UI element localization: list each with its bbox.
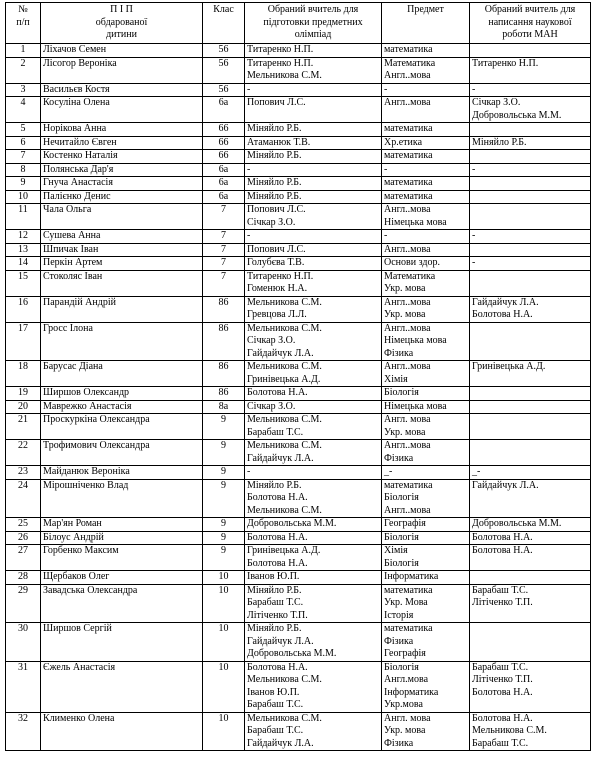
subject-cell: Інформатика bbox=[382, 571, 470, 585]
class-cell: 6а bbox=[203, 177, 245, 191]
man-teacher bbox=[470, 150, 591, 164]
student-name: Щербаков Олег bbox=[41, 571, 203, 585]
class-cell: 9 bbox=[203, 440, 245, 466]
class-cell: 9 bbox=[203, 518, 245, 532]
table-row bbox=[6, 661, 591, 712]
man-teacher: Барабаш Т.С. Літіченко Т.П. bbox=[470, 584, 591, 623]
class-cell: 66 bbox=[203, 136, 245, 150]
olympiad-teacher: Болотова Н.А. Мельникова С.М. Іванов Ю.П. Барабаш Т.С. bbox=[245, 661, 382, 712]
table-row bbox=[6, 177, 591, 191]
row-number: 8 bbox=[6, 163, 41, 177]
table-row bbox=[6, 414, 591, 440]
subject-cell: математика bbox=[382, 190, 470, 204]
man-teacher: - bbox=[470, 163, 591, 177]
row-number: 14 bbox=[6, 257, 41, 271]
row-number: 2 bbox=[6, 57, 41, 83]
class-cell: 9 bbox=[203, 479, 245, 518]
student-name: Парандій Андрій bbox=[41, 296, 203, 322]
olympiad-teacher: - bbox=[245, 83, 382, 97]
subject-cell: математика bbox=[382, 177, 470, 191]
class-cell: 9 bbox=[203, 466, 245, 480]
row-number: 10 bbox=[6, 190, 41, 204]
table-row bbox=[6, 123, 591, 137]
olympiad-teacher: Мельникова С.М. Гревцова Л.Л. bbox=[245, 296, 382, 322]
subject-cell: Математика Укр. мова bbox=[382, 270, 470, 296]
student-name: Сушева Анна bbox=[41, 230, 203, 244]
man-teacher: _- bbox=[470, 466, 591, 480]
subject-cell: математика Біологія Англ..мова bbox=[382, 479, 470, 518]
table-row bbox=[6, 518, 591, 532]
man-teacher bbox=[470, 414, 591, 440]
olympiad-teacher: Міняйло Р.Б. Болотова Н.А. Мельникова С.М. bbox=[245, 479, 382, 518]
table-row bbox=[6, 270, 591, 296]
table-row bbox=[6, 83, 591, 97]
document-page bbox=[5, 2, 590, 751]
man-teacher bbox=[470, 204, 591, 230]
student-name: Косуліна Олена bbox=[41, 97, 203, 123]
man-teacher: - bbox=[470, 83, 591, 97]
table-row bbox=[6, 584, 591, 623]
table-row bbox=[6, 361, 591, 387]
subject-cell: математика bbox=[382, 123, 470, 137]
subject-cell: Хімія Біологія bbox=[382, 545, 470, 571]
table-header-row bbox=[6, 3, 591, 44]
table-row bbox=[6, 466, 591, 480]
subject-cell: Основи здор. bbox=[382, 257, 470, 271]
subject-cell: математика Укр. Мова Історія bbox=[382, 584, 470, 623]
man-teacher: Гайдайчук Л.А. Болотова Н.А. bbox=[470, 296, 591, 322]
row-number: 12 bbox=[6, 230, 41, 244]
student-name: Барусас Діана bbox=[41, 361, 203, 387]
olympiad-teacher: - bbox=[245, 163, 382, 177]
row-number: 26 bbox=[6, 531, 41, 545]
table-row bbox=[6, 545, 591, 571]
row-number: 27 bbox=[6, 545, 41, 571]
class-cell: 56 bbox=[203, 83, 245, 97]
table-row bbox=[6, 57, 591, 83]
row-number: 31 bbox=[6, 661, 41, 712]
student-name: Єжель Анастасія bbox=[41, 661, 203, 712]
class-cell: 6а bbox=[203, 190, 245, 204]
man-teacher: Січкар З.О. Добровольська М.М. bbox=[470, 97, 591, 123]
student-name: Маврежко Анастасія bbox=[41, 400, 203, 414]
class-cell: 86 bbox=[203, 361, 245, 387]
subject-cell: математика Фізика Географія bbox=[382, 623, 470, 662]
man-teacher bbox=[470, 177, 591, 191]
class-cell: 10 bbox=[203, 712, 245, 751]
student-name: Перкін Артем bbox=[41, 257, 203, 271]
class-cell: 10 bbox=[203, 661, 245, 712]
subject-cell: Англ..мова Німецька мова Фізика bbox=[382, 322, 470, 361]
subject-cell: Хр.етика bbox=[382, 136, 470, 150]
olympiad-teacher: Січкар З.О. bbox=[245, 400, 382, 414]
subject-cell: математика bbox=[382, 150, 470, 164]
class-cell: 86 bbox=[203, 296, 245, 322]
student-name: Палієнко Денис bbox=[41, 190, 203, 204]
olympiad-teacher: Болотова Н.А. bbox=[245, 531, 382, 545]
man-teacher bbox=[470, 387, 591, 401]
table-row bbox=[6, 571, 591, 585]
student-name: Мар'ян Роман bbox=[41, 518, 203, 532]
subject-cell: - bbox=[382, 163, 470, 177]
row-number: 7 bbox=[6, 150, 41, 164]
olympiad-teacher: Іванов Ю.П. bbox=[245, 571, 382, 585]
row-number: 23 bbox=[6, 466, 41, 480]
subject-cell: Географія bbox=[382, 518, 470, 532]
subject-cell: Біологія bbox=[382, 531, 470, 545]
olympiad-teacher: Міняйло Р.Б. Гайдайчук Л.А. Добровольська М.М. bbox=[245, 623, 382, 662]
table-row bbox=[6, 296, 591, 322]
man-teacher bbox=[470, 123, 591, 137]
table-row bbox=[6, 150, 591, 164]
olympiad-teacher: Мельникова С.М. Січкар З.О. Гайдайчук Л.А. bbox=[245, 322, 382, 361]
gifted-students-table bbox=[5, 2, 591, 751]
table-row bbox=[6, 387, 591, 401]
student-name: Ширшов Олександр bbox=[41, 387, 203, 401]
row-number: 29 bbox=[6, 584, 41, 623]
man-teacher: Гринівецька А.Д. bbox=[470, 361, 591, 387]
table-row bbox=[6, 712, 591, 751]
class-cell: 7 bbox=[203, 230, 245, 244]
row-number: 21 bbox=[6, 414, 41, 440]
man-teacher: Титаренко Н.П. bbox=[470, 57, 591, 83]
olympiad-teacher: Голубєва Т.В. bbox=[245, 257, 382, 271]
class-cell: 86 bbox=[203, 387, 245, 401]
row-number: 5 bbox=[6, 123, 41, 137]
subject-cell: - bbox=[382, 230, 470, 244]
row-number: 17 bbox=[6, 322, 41, 361]
man-teacher bbox=[470, 243, 591, 257]
olympiad-teacher: Міняйло Р.Б. Барабаш Т.С. Літіченко Т.П. bbox=[245, 584, 382, 623]
student-name: Мірошніченко Влад bbox=[41, 479, 203, 518]
class-cell: 9 bbox=[203, 531, 245, 545]
header-subject: Предмет bbox=[382, 3, 470, 44]
olympiad-teacher: Міняйло Р.Б. bbox=[245, 177, 382, 191]
man-teacher bbox=[470, 44, 591, 58]
man-teacher: Барабаш Т.С. Літіченко Т.П. Болотова Н.А. bbox=[470, 661, 591, 712]
subject-cell: Англ..мова bbox=[382, 243, 470, 257]
student-name: Гнуча Анастасія bbox=[41, 177, 203, 191]
subject-cell: Англ..мова Укр. мова bbox=[382, 296, 470, 322]
student-name: Завадська Олександра bbox=[41, 584, 203, 623]
man-teacher bbox=[470, 270, 591, 296]
olympiad-teacher: - bbox=[245, 466, 382, 480]
subject-cell: Англ. мова Укр. мова bbox=[382, 414, 470, 440]
header-class: Клас bbox=[203, 3, 245, 44]
olympiad-teacher: Міняйло Р.Б. bbox=[245, 190, 382, 204]
man-teacher: Гайдайчук Л.А. bbox=[470, 479, 591, 518]
row-number: 3 bbox=[6, 83, 41, 97]
man-teacher bbox=[470, 190, 591, 204]
olympiad-teacher: Титаренко Н.П. Мельникова С.М. bbox=[245, 57, 382, 83]
student-name: Нечитайло Євген bbox=[41, 136, 203, 150]
man-teacher bbox=[470, 571, 591, 585]
row-number: 18 bbox=[6, 361, 41, 387]
man-teacher: - bbox=[470, 257, 591, 271]
subject-cell: Англ..мова Хімія bbox=[382, 361, 470, 387]
class-cell: 7 bbox=[203, 270, 245, 296]
header-man-teacher: Обраний вчитель для написання наукової роботи МАН bbox=[470, 3, 591, 44]
class-cell: 8а bbox=[203, 400, 245, 414]
class-cell: 56 bbox=[203, 57, 245, 83]
subject-cell: Математика Англ..мова bbox=[382, 57, 470, 83]
class-cell: 86 bbox=[203, 322, 245, 361]
student-name: Полянська Дар'я bbox=[41, 163, 203, 177]
row-number: 6 bbox=[6, 136, 41, 150]
man-teacher bbox=[470, 440, 591, 466]
row-number: 22 bbox=[6, 440, 41, 466]
olympiad-teacher: Атаманюк Т.В. bbox=[245, 136, 382, 150]
student-name: Майданюк Вероніка bbox=[41, 466, 203, 480]
class-cell: 10 bbox=[203, 584, 245, 623]
man-teacher: Болотова Н.А. bbox=[470, 545, 591, 571]
man-teacher: Міняйло Р.Б. bbox=[470, 136, 591, 150]
table-row bbox=[6, 136, 591, 150]
table-row bbox=[6, 257, 591, 271]
class-cell: 6а bbox=[203, 97, 245, 123]
row-number: 30 bbox=[6, 623, 41, 662]
student-name: Норікова Анна bbox=[41, 123, 203, 137]
subject-cell: Англ..мова Фізика bbox=[382, 440, 470, 466]
row-number: 4 bbox=[6, 97, 41, 123]
student-name: Гросс Ілона bbox=[41, 322, 203, 361]
header-student-name: П І П обдарованої дитини bbox=[41, 3, 203, 44]
row-number: 15 bbox=[6, 270, 41, 296]
olympiad-teacher: Титаренко Н.П. Гоменюк Н.А. bbox=[245, 270, 382, 296]
header-olympiad-teacher: Обраний вчитель для підготовки предметних олімпіад bbox=[245, 3, 382, 44]
subject-cell: Біологія bbox=[382, 387, 470, 401]
class-cell: 7 bbox=[203, 257, 245, 271]
olympiad-teacher: Гринівецька А.Д. Болотова Н.А. bbox=[245, 545, 382, 571]
student-name: Білоус Андрій bbox=[41, 531, 203, 545]
student-name: Ліхачов Семен bbox=[41, 44, 203, 58]
olympiad-teacher: Мельникова С.М. Барабаш Т.С. bbox=[245, 414, 382, 440]
table-row bbox=[6, 243, 591, 257]
student-name: Клименко Олена bbox=[41, 712, 203, 751]
olympiad-teacher: Мельникова С.М. Барабаш Т.С. Гайдайчук Л.А. bbox=[245, 712, 382, 751]
subject-cell: Англ..мова bbox=[382, 97, 470, 123]
row-number: 25 bbox=[6, 518, 41, 532]
olympiad-teacher: Попович Л.С. Січкар З.О. bbox=[245, 204, 382, 230]
subject-cell: математика bbox=[382, 44, 470, 58]
row-number: 32 bbox=[6, 712, 41, 751]
table-row bbox=[6, 97, 591, 123]
table-row bbox=[6, 44, 591, 58]
table-row bbox=[6, 230, 591, 244]
class-cell: 7 bbox=[203, 204, 245, 230]
row-number: 20 bbox=[6, 400, 41, 414]
student-name: Шпичак Іван bbox=[41, 243, 203, 257]
man-teacher: Болотова Н.А. Мельникова С.М. Барабаш Т.С. bbox=[470, 712, 591, 751]
student-name: Чала Ольга bbox=[41, 204, 203, 230]
man-teacher: Добровольська М.М. bbox=[470, 518, 591, 532]
class-cell: 66 bbox=[203, 150, 245, 164]
class-cell: 66 bbox=[203, 123, 245, 137]
olympiad-teacher: - bbox=[245, 230, 382, 244]
subject-cell: - bbox=[382, 83, 470, 97]
table-row bbox=[6, 531, 591, 545]
row-number: 28 bbox=[6, 571, 41, 585]
man-teacher: Болотова Н.А. bbox=[470, 531, 591, 545]
man-teacher bbox=[470, 400, 591, 414]
table-row bbox=[6, 204, 591, 230]
table-row bbox=[6, 190, 591, 204]
table-row bbox=[6, 479, 591, 518]
olympiad-teacher: Добровольська М.М. bbox=[245, 518, 382, 532]
class-cell: 9 bbox=[203, 545, 245, 571]
row-number: 11 bbox=[6, 204, 41, 230]
row-number: 9 bbox=[6, 177, 41, 191]
man-teacher bbox=[470, 322, 591, 361]
table-row bbox=[6, 440, 591, 466]
student-name: Проскуркіна Олександра bbox=[41, 414, 203, 440]
olympiad-teacher: Болотова Н.А. bbox=[245, 387, 382, 401]
class-cell: 10 bbox=[203, 623, 245, 662]
row-number: 19 bbox=[6, 387, 41, 401]
student-name: Ширшов Сергій bbox=[41, 623, 203, 662]
olympiad-teacher: Міняйло Р.Б. bbox=[245, 150, 382, 164]
man-teacher: - bbox=[470, 230, 591, 244]
student-name: Горбенко Максим bbox=[41, 545, 203, 571]
student-name: Костенко Наталія bbox=[41, 150, 203, 164]
olympiad-teacher: Попович Л.С. bbox=[245, 97, 382, 123]
man-teacher bbox=[470, 623, 591, 662]
subject-cell: Німецька мова bbox=[382, 400, 470, 414]
student-name: Лісогор Вероніка bbox=[41, 57, 203, 83]
row-number: 13 bbox=[6, 243, 41, 257]
table-row bbox=[6, 623, 591, 662]
class-cell: 6а bbox=[203, 163, 245, 177]
student-name: Васильєв Костя bbox=[41, 83, 203, 97]
olympiad-teacher: Титаренко Н.П. bbox=[245, 44, 382, 58]
row-number: 16 bbox=[6, 296, 41, 322]
olympiad-teacher: Мельникова С.М. Гайдайчук Л.А. bbox=[245, 440, 382, 466]
table-row bbox=[6, 163, 591, 177]
subject-cell: _- bbox=[382, 466, 470, 480]
class-cell: 9 bbox=[203, 414, 245, 440]
class-cell: 10 bbox=[203, 571, 245, 585]
class-cell: 7 bbox=[203, 243, 245, 257]
olympiad-teacher: Мельникова С.М. Гринівецька А.Д. bbox=[245, 361, 382, 387]
subject-cell: Біологія Англ.мова Інформатика Укр.мова bbox=[382, 661, 470, 712]
table-row bbox=[6, 400, 591, 414]
table-row bbox=[6, 322, 591, 361]
subject-cell: Англ..мова Німецька мова bbox=[382, 204, 470, 230]
olympiad-teacher: Попович Л.С. bbox=[245, 243, 382, 257]
olympiad-teacher: Міняйло Р.Б. bbox=[245, 123, 382, 137]
student-name: Трофимович Олександра bbox=[41, 440, 203, 466]
subject-cell: Англ. мова Укр. мова Фізика bbox=[382, 712, 470, 751]
row-number: 1 bbox=[6, 44, 41, 58]
student-name: Стоколяс Іван bbox=[41, 270, 203, 296]
row-number: 24 bbox=[6, 479, 41, 518]
class-cell: 56 bbox=[203, 44, 245, 58]
header-number: № п/п bbox=[6, 3, 41, 44]
